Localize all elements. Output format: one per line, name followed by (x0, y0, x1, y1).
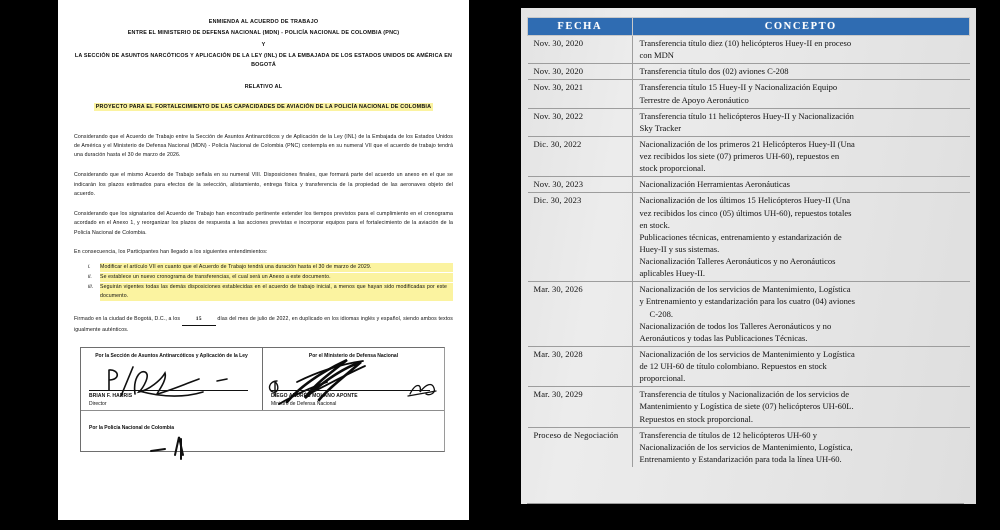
signing-day-value: 15 (195, 316, 202, 323)
signature-ink-pnc (145, 435, 215, 461)
cell-concepto (632, 136, 970, 176)
project-title-highlighted: PROYECTO PARA EL FORTALECIMIENTO DE LAS CAPACIDADES DE AVIACIÓN DE LA POLICÍA NACIONAL DE COLOMBIA (95, 104, 432, 111)
list-item-text: Se establece un nuevo cronograma de transferencias, el cual será un Anexo a este documento. (100, 273, 453, 282)
transfer-schedule-table (527, 17, 970, 467)
cell-concepto (632, 108, 970, 136)
considerando-paragraph-3: Considerando que los signatarios del Acuerdo de Trabajo han encontrado pertinente extender los tiempos previstos para el cumplimiento en el cronograma acordado en el Anexo 1, y reorganizar los plazos de respuesta a las acciones previstas e incorporar equipos para el fortalecimiento de la aviación de la Policía Nacional de Colombia. (74, 211, 453, 236)
cell-concepto (632, 193, 970, 282)
concept-line: Nacionalización Talleres Aeronáuticos y no Aeronáuticos (639, 256, 836, 266)
parties-line-2: LA SECCIÓN DE ASUNTOS NARCÓTICOS Y APLICACIÓN DE LA LEY (INL) DE LA EMBAJADA DE LOS ESTADOS UNIDOS DE AMÉRICA EN BOGOTÁ (74, 53, 453, 69)
table-body (528, 36, 970, 468)
signature-cell-mdn (263, 348, 444, 410)
column-header-concepto: CONCEPTO (632, 18, 970, 36)
concept-line: proporcional. (639, 373, 686, 384)
signature-row-top (81, 348, 444, 410)
parties-line-1: ENTRE EL MINISTERIO DE DEFENSA NACIONAL (MDN) - POLICÍA NACIONAL DE COLOMBIA (PNC) (127, 30, 400, 37)
concept-line: Transferencia título diez (10) helicópteros Huey-II en proceso (639, 38, 852, 48)
table-row (528, 427, 970, 467)
signature-role-inl: Director (89, 401, 107, 408)
cell-fecha: Nov. 30, 2020 (528, 36, 633, 64)
list-item (74, 263, 453, 272)
consecuencia-line: En consecuencia, los Participantes han llegado a los siguientes entendimientos: (74, 248, 268, 255)
signature-initials-right (406, 378, 440, 400)
signature-line-inl (89, 390, 248, 391)
signature-role-mdn: Ministro de Defensa Nacional (271, 401, 337, 408)
concept-line: con MDN (639, 50, 674, 61)
signing-prefix: Firmado en la ciudad de Bogotá, D.C., a los (74, 316, 181, 323)
schedule-table-panel (521, 8, 976, 504)
signing-day-blank (182, 315, 216, 326)
concept-line: C-208. (649, 308, 674, 319)
table-row (528, 136, 970, 176)
project-title-block (74, 103, 453, 112)
table-bottom-edge (527, 503, 964, 504)
concept-line: Nacionalización de los últimos 15 Helicópteros Huey-II (Una (639, 195, 851, 206)
concept-line: Terrestre de Apoyo Aeronáutico (639, 94, 749, 105)
concept-line: stock proporcional. (639, 163, 706, 174)
concept-line: Entrenamiento y Estandarización para toda la línea UH-60. (639, 453, 842, 464)
parties-conjunction: Y (261, 41, 266, 48)
considerando-paragraph-2: Considerando que el mismo Acuerdo de Trabajo señala en su numeral VIII. Disposiciones finales, que formará parte del acuerdo un anexo en el que se indicarán los plazos estimados para efectos de la selección, alistamiento, entrega física y transferencia de la propiedad de las aeronaves objeto del acuerdo. (74, 172, 453, 197)
cell-fecha: Mar. 30, 2026 (528, 282, 633, 347)
cell-concepto (632, 282, 970, 347)
cell-concepto (632, 427, 970, 467)
concept-line: Nacionalización Herramientas Aeronáuticas (639, 179, 790, 190)
list-item (74, 273, 453, 282)
concept-line: Sky Tracker (639, 122, 682, 133)
cell-fecha: Mar. 30, 2029 (528, 387, 633, 427)
concept-line: Repuestos en stock proporcional. (639, 413, 753, 424)
list-item-numeral: ii. (88, 273, 93, 280)
cell-fecha: Nov. 30, 2021 (528, 80, 633, 108)
cell-fecha: Proceso de Negociación (528, 427, 633, 467)
concept-line: vez recibidos los siete (07) primeros UH-60), repuestos en (639, 151, 840, 161)
signature-heading-inl: Por la Sección de Asuntos Antinarcóticos y Aplicación de la Ley (95, 353, 248, 360)
considerando-paragraph-1: Considerando que el Acuerdo de Trabajo entre la Sección de Asuntos Antinarcóticos y de Aplicación de la Ley (INL) de la Embajada de los Estados Unidos de América y el Ministerio de Defensa Nacional (MDN) - Policía Nacional de Colombia (PNC) contempla en su numeral VII que el acuerdo de trabajo tendrá una duración hasta el 30 de marzo de 2026. (74, 133, 453, 158)
cell-concepto (632, 177, 970, 193)
concept-line: Nacionalización de los servicios de Mantenimiento y Logística (639, 348, 855, 359)
concept-line: Nacionalización de los servicios de Mantenimiento, Logística (639, 284, 851, 295)
concept-line: Transferencia título 15 Huey-II y Nacionalización Equipo (639, 82, 838, 93)
list-item-numeral: iii. (88, 283, 94, 290)
concept-line: Nacionalización de los primeros 21 Helicópteros Huey-II (Una (639, 138, 855, 149)
concept-line: Aeronáuticos y todas las Publicaciones Técnicas. (639, 332, 808, 343)
list-item-text: Modificar el artículo VII en cuanto que el Acuerdo de Trabajo tendrá una duración hasta el 30 de marzo de 2029. (100, 263, 453, 272)
table-row (528, 108, 970, 136)
concept-line: Mantenimiento y Logística de siete (07) helicópteros UH-60L. (639, 401, 854, 412)
concept-line: aplicables Huey-II. (639, 268, 705, 279)
signing-statement (74, 315, 453, 335)
table-row (528, 177, 970, 193)
amendment-document-page (58, 0, 469, 520)
cell-fecha: Nov. 30, 2023 (528, 177, 633, 193)
concept-line: Transferencia título dos (02) aviones C-208 (639, 66, 789, 77)
cell-fecha: Dic. 30, 2022 (528, 136, 633, 176)
list-item-text: Seguirán vigentes todas las demás disposiciones establecidas en el acuerdo de trabajo inicial, a menos que hayan sido modificadas por este documento. (100, 283, 453, 301)
concept-line: Transferencia título 11 helicópteros Huey-II y Nacionalización (639, 110, 854, 121)
signature-heading-mdn: Por el Ministerio de Defensa Nacional (308, 353, 399, 360)
signing-suffix: días del mes de julio de 2022, en duplicado en los idiomas inglés y español, siendo ambos textos igualmente auténticos. (74, 316, 454, 334)
list-item-numeral: i. (88, 263, 91, 270)
cell-fecha: Nov. 30, 2022 (528, 108, 633, 136)
cell-fecha: Nov. 30, 2020 (528, 64, 633, 80)
concept-line: en stock. (639, 219, 670, 230)
table-row (528, 282, 970, 347)
table-row (528, 36, 970, 64)
signature-row-bottom (81, 410, 444, 451)
concept-line: Publicaciones técnicas, entrenamiento y estandarización de (639, 231, 842, 242)
table-row (528, 193, 970, 282)
signature-block (80, 347, 445, 452)
column-header-fecha: FECHA (528, 18, 633, 36)
relativo-label: RELATIVO AL (244, 83, 283, 90)
table-row (528, 64, 970, 80)
signature-name-inl: BRIAN F. HARRIS (89, 393, 133, 400)
concept-line: de 12 UH-60 de título colombiano. Repuestos en stock (639, 361, 827, 371)
signature-name-mdn: DIEGO ANDRÉS MOLANO APONTE (271, 393, 358, 400)
table-row (528, 80, 970, 108)
table-row (528, 346, 970, 386)
table-head (528, 18, 970, 36)
cell-concepto (632, 64, 970, 80)
concept-line: Huey-II y sus sistemas. (639, 243, 720, 254)
signature-cell-inl (81, 348, 263, 410)
table-header-row (528, 18, 970, 36)
document-title: ENMIENDA AL ACUERDO DE TRABAJO (208, 19, 319, 25)
cell-fecha: Mar. 30, 2028 (528, 346, 633, 386)
cell-concepto (632, 387, 970, 427)
concept-line: y Entrenamiento y estandarización para los cuatro (04) aviones (639, 296, 855, 307)
concept-line: vez recibidos los cinco (05) últimos UH-60), repuestos totales (639, 207, 852, 218)
list-item (74, 283, 453, 301)
concept-line: Nacionalización de los servicios de Mantenimiento, Logística, (639, 441, 853, 452)
cell-concepto (632, 80, 970, 108)
understandings-list (74, 263, 453, 301)
table-row (528, 387, 970, 427)
signature-heading-pnc: Por la Policía Nacional de Colombia (89, 425, 175, 432)
concept-line: Transferencia de títulos y Nacionalización de los servicios de (639, 389, 849, 400)
cell-concepto (632, 36, 970, 64)
cell-fecha: Dic. 30, 2023 (528, 193, 633, 282)
signature-line-mdn (271, 390, 430, 391)
concept-line: Nacionalización de todos los Talleres Aeronáuticos y no (639, 320, 832, 331)
cell-concepto (632, 346, 970, 386)
concept-line: Transferencia de títulos de 12 helicópteros UH-60 y (639, 429, 817, 440)
